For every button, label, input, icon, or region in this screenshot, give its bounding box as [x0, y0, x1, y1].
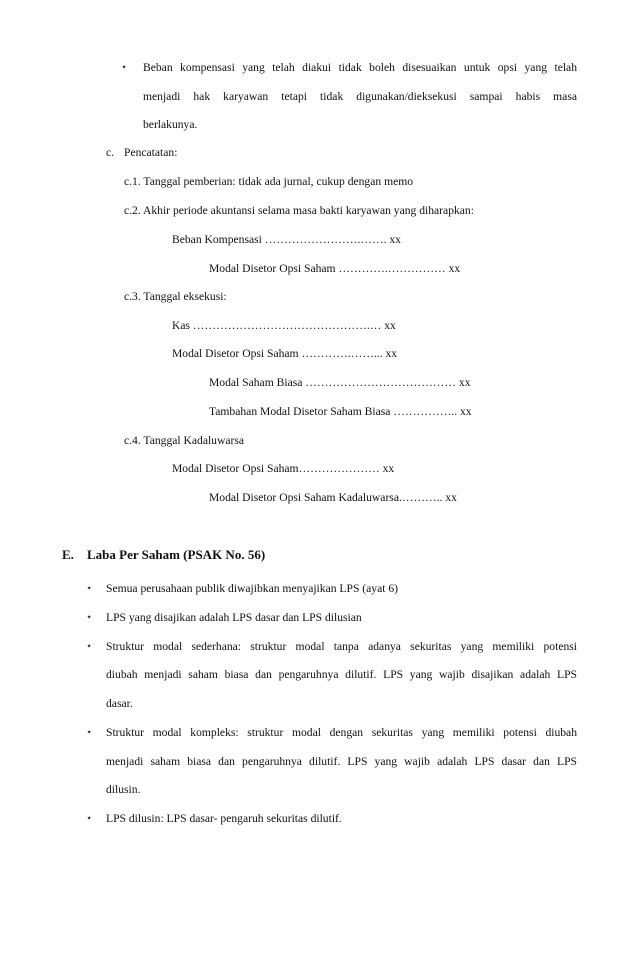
journal-credit: Modal Disetor Opsi Saham Kadaluwarsa.……….. xx	[209, 491, 457, 504]
list-item: LPS dilusin: LPS dasar- pengaruh sekuritas dilutif.	[106, 812, 342, 825]
list-item-line: dasar.	[106, 697, 133, 710]
journal-credit: Modal Disetor Opsi Saham ………….…………… xx	[209, 262, 461, 275]
c1-text: c.1. Tanggal pemberian: tidak ada jurnal, cukup dengan memo	[124, 175, 414, 188]
list-item-line: dilusin.	[106, 783, 141, 796]
list-item-line: menjadi saham biasa dan pengaruhnya dilutif. LPS yang wajib adalah LPS dasar dan LPS	[106, 755, 577, 768]
star-bullet-icon: ⋆	[86, 813, 93, 824]
section-title: Pencatatan:	[124, 146, 178, 159]
list-marker: c.	[106, 146, 115, 159]
list-item: Semua perusahaan publik diwajibkan menyajikan LPS (ayat 6)	[106, 582, 399, 595]
star-bullet-icon: ⋆	[121, 62, 128, 73]
c3-title: c.3. Tanggal eksekusi:	[124, 290, 227, 303]
journal-debit: Modal Disetor Opsi Saham ………….……... xx	[172, 347, 398, 360]
star-bullet-icon: ⋆	[86, 612, 93, 623]
list-item: LPS yang disajikan adalah LPS dasar dan LPS dilusian	[106, 611, 362, 624]
journal-credit: Tambahan Modal Disetor Saham Biasa …………….. xx	[209, 405, 472, 418]
journal-debit: Modal Disetor Opsi Saham………………… xx	[172, 462, 395, 475]
section-marker: E.	[62, 547, 74, 562]
star-bullet-icon: ⋆	[86, 641, 93, 652]
list-item-line: diubah menjadi saham biasa dan pengaruhnya dilutif. LPS yang wajib disajikan adalah LPS	[106, 668, 577, 681]
journal-credit: Modal Saham Biasa ………………………………… xx	[209, 376, 471, 389]
paragraph-line: menjadi hak karyawan tetapi tidak digunakan/dieksekusi sampai habis masa	[143, 90, 577, 103]
c4-title: c.4. Tanggal Kadaluwarsa	[124, 434, 245, 447]
journal-debit: Beban Kompensasi …………………….……. xx	[172, 233, 401, 246]
list-item-line: Struktur modal kompleks: struktur modal dengan sekuritas yang memiliki potensi diubah	[106, 726, 577, 739]
star-bullet-icon: ⋆	[86, 727, 93, 738]
section-heading: Laba Per Saham (PSAK No. 56)	[87, 547, 266, 562]
paragraph-line: Beban kompensasi yang telah diakui tidak boleh disesuaikan untuk opsi yang telah	[143, 61, 577, 74]
journal-debit: Kas ……………………………………….… xx	[172, 319, 396, 332]
list-item-line: Struktur modal sederhana: struktur modal tanpa adanya sekuritas yang memiliki potensi	[106, 640, 577, 653]
c2-title: c.2. Akhir periode akuntansi selama masa bakti karyawan yang diharapkan:	[124, 204, 474, 217]
star-bullet-icon: ⋆	[86, 583, 93, 594]
paragraph-line: berlakunya.	[143, 118, 198, 131]
